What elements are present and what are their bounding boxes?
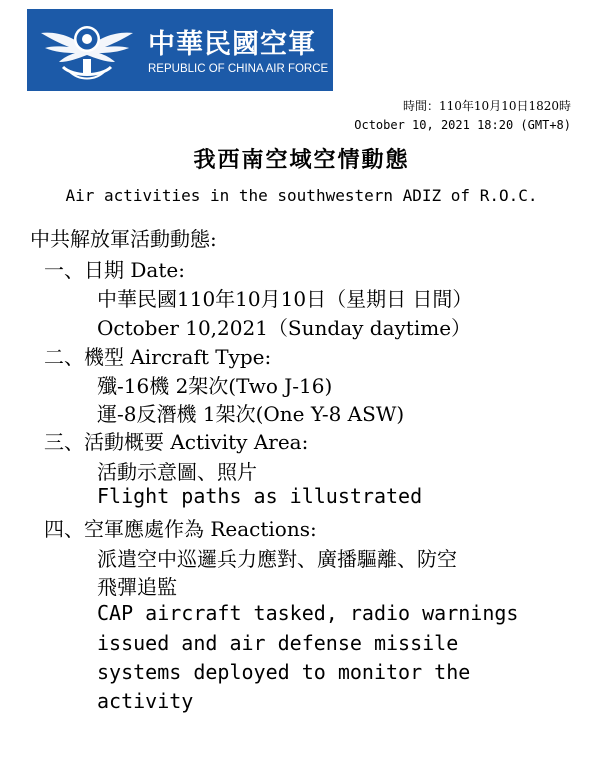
org-name-zh: 中華民國空軍 — [148, 29, 316, 60]
item-reactions-line: issued and air defense missile — [97, 631, 459, 655]
item-reactions-line: CAP aircraft tasked, radio warnings — [97, 601, 519, 625]
page-title-zh: 我西南空域空情動態 — [193, 147, 410, 173]
item-activity-line: 活動示意圖、照片 — [97, 460, 257, 484]
org-name-en: REPUBLIC OF CHINA AIR FORCE — [148, 63, 329, 75]
item-aircraft-line: 運-8反潛機 1架次(One Y-8 ASW) — [97, 402, 405, 426]
item-reactions-line: activity — [97, 689, 194, 713]
page-title-en: Air activities in the southwestern ADIZ of R.O.C. — [65, 186, 538, 205]
item-date-line: October 10,2021（Sunday daytime） — [97, 316, 472, 340]
item-aircraft-line: 殲-16機 2架次(Two J-16) — [97, 374, 333, 398]
timestamp-en: October 10, 2021 18:20 (GMT+8) — [354, 118, 571, 132]
item-activity-line: Flight paths as illustrated — [97, 484, 423, 508]
item-reactions-label: 四、空軍應處作為 Reactions: — [44, 517, 317, 541]
timestamp-zh: 時間：110年10月10日1820時 — [403, 99, 571, 113]
section-heading: 中共解放軍活動動態: — [30, 227, 217, 251]
item-activity-label: 三、活動概要 Activity Area: — [44, 430, 309, 454]
item-reactions-line: 飛彈追監 — [97, 575, 177, 599]
item-reactions-line: systems deployed to monitor the — [97, 660, 471, 684]
air-force-emblem-icon — [39, 15, 135, 85]
item-date-label: 一、日期 Date: — [44, 258, 185, 282]
item-reactions-line: 派遣空中巡邏兵力應對、廣播驅離、防空 — [97, 547, 457, 571]
air-force-banner — [27, 9, 333, 91]
item-date-line: 中華民國110年10月10日（星期日 日間） — [97, 287, 473, 311]
item-aircraft-label: 二、機型 Aircraft Type: — [44, 345, 272, 369]
